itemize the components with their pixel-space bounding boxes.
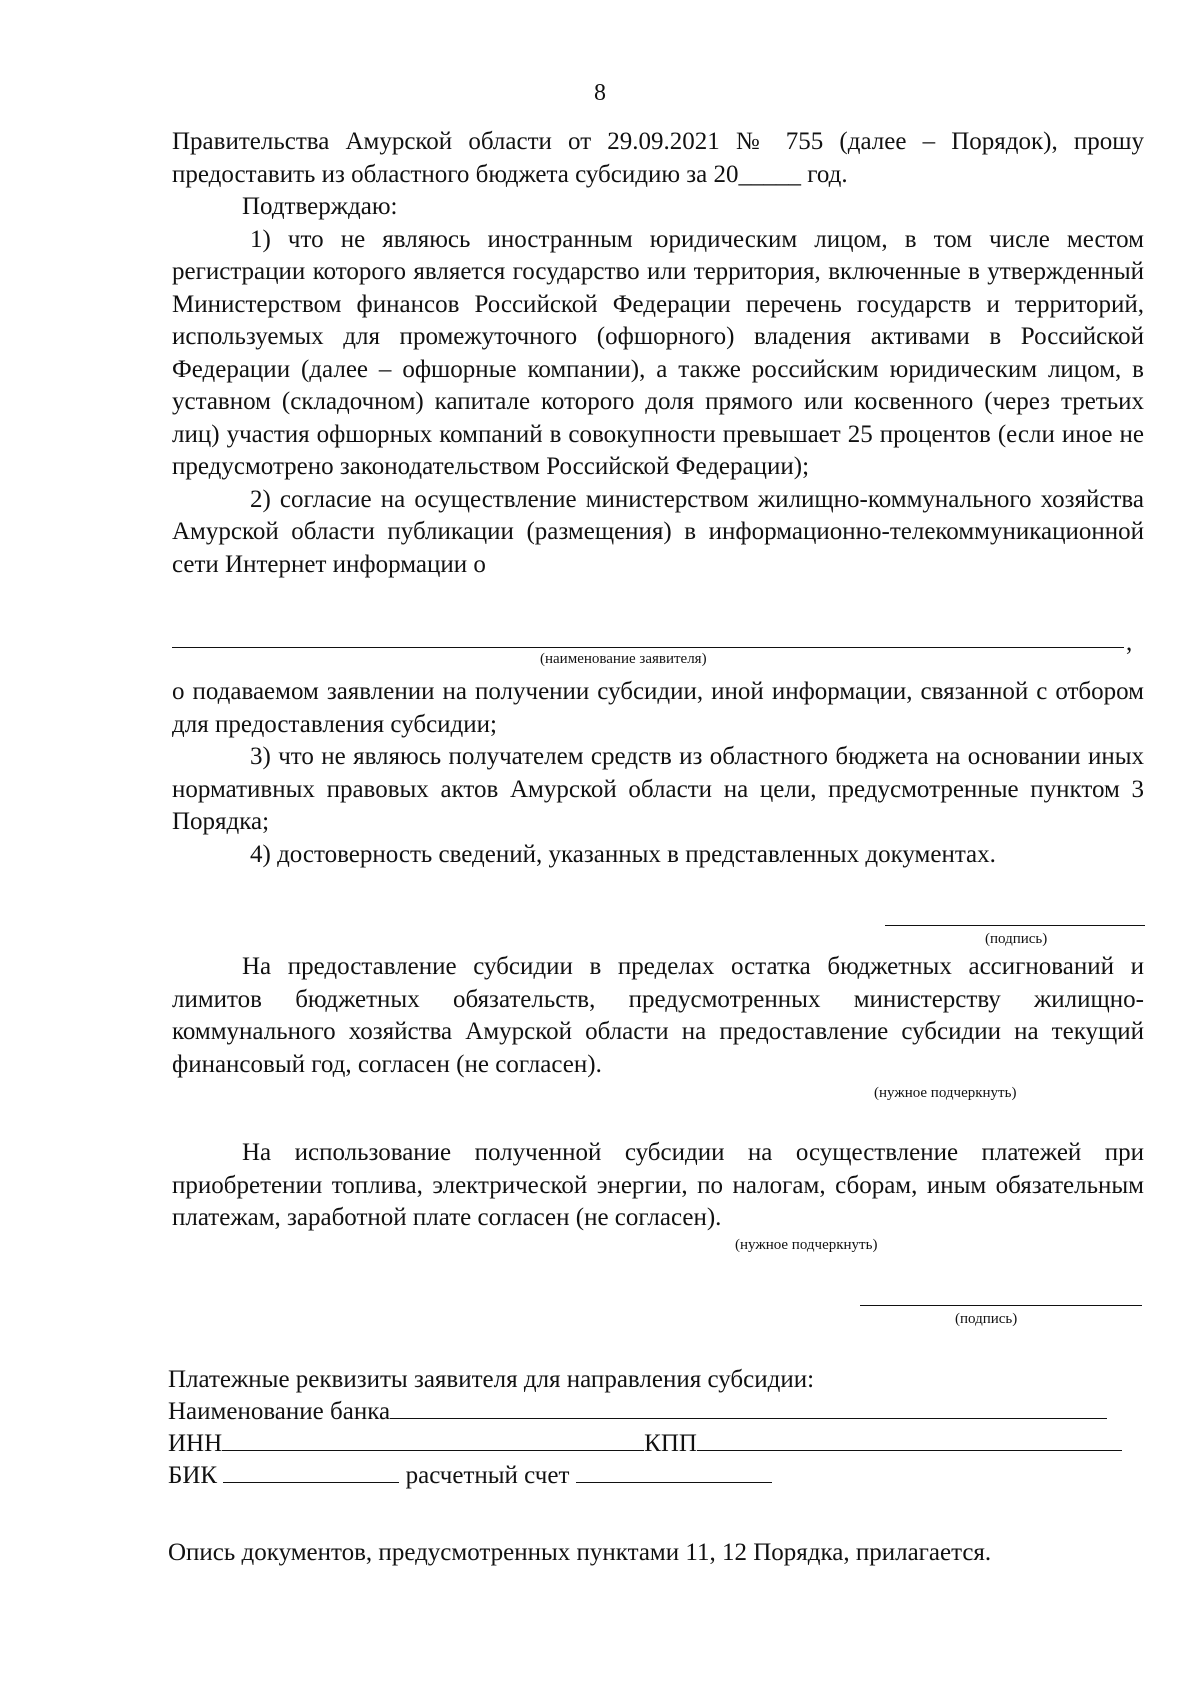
intro-paragraph: Правительства Амурской области от 29.09.2021 № 755 (далее – Порядок), прошу предоставить из областного бюджета субсидию за 20_____ год. [172,128,1144,188]
item-4: 4) достоверность сведений, указанных в представленных документах. [250,840,996,868]
item-2-part-b: о подаваемом заявлении на получении субсидии, иной информации, связанной с отбором для предоставления субсидии; [172,678,1144,738]
confirm-heading: Подтверждаю: [242,193,398,220]
signature-line-1 [885,925,1145,926]
account-label: расчетный счет [405,1462,570,1489]
payment-heading: Платежные реквизиты заявителя для направления субсидии: [168,1366,815,1393]
underline-note-1: (нужное подчеркнуть) [874,1085,1017,1101]
bank-row [168,1396,1107,1428]
kpp-label: КПП [644,1430,697,1457]
attachments-note: Опись документов, предусмотренных пунктами 11, 12 Порядка, прилагается. [168,1539,992,1566]
consent-1-block [172,951,1144,1081]
inn-label: ИНН [168,1430,223,1457]
consent-2-block [172,1137,1144,1235]
bik-label: БИК [168,1462,218,1489]
inn-kpp-row [168,1428,1122,1460]
item-1: 1) что не являюсь иностранным юридическим лицом, в том числе местом регистрации которого является государство или территория, включенные в утвержденный Министерством финансов Российской Федерации перечень государств и территорий, используемых для промежуточного (офшорного) владения активами в Российской Федерации (далее – офшорные компании), а также российским юридическим лицом, в уставном (складочном) капитале которого доля прямого или косвенного (через третьих лиц) участия офшорных компаний в совокупности превышает 25 процентов (если иное не предусмотрено законодательством Российской Федерации); [172,225,1144,480]
underline-note-2: (нужное подчеркнуть) [735,1237,878,1253]
bank-label: Наименование банка [168,1398,391,1425]
consent-2: На использование полученной субсидии на осуществление платежей при приобретении топлива, электрической энергии, по налогам, сборам, иным обязательным платежам, заработной плате согласен (не согласен). [172,1139,1144,1231]
bik-field[interactable] [223,1460,399,1483]
account-field[interactable] [576,1460,772,1483]
page-number: 8 [594,80,606,106]
item-2-part-a: 2) согласие на осуществление министерством жилищно-коммунального хозяйства Амурской области публикации (размещения) в информационно-телекоммуникационной сети Интернет информации о [172,485,1144,578]
consent-1: На предоставление субсидии в пределах остатка бюджетных ассигнований и лимитов бюджетных обязательств, предусмотренных министерству жилищно-коммунального хозяйства Амурской области на предоставление субсидии на текущий финансовый год, согласен (не согласен). [172,953,1144,1078]
applicant-name-line [172,647,1124,648]
applicant-comma: , [1126,629,1133,656]
items-block [172,676,1144,871]
kpp-field[interactable] [697,1428,1122,1451]
applicant-caption: (наименование заявителя) [540,651,707,667]
signature-caption-2: (подпись) [955,1311,1018,1327]
item-3: 3) что не являюсь получателем средств из областного бюджета на основании иных нормативных правовых актов Амурской области на цели, предусмотренные пунктом 3 Порядка; [172,743,1144,835]
intro-block [172,126,1144,581]
bank-field[interactable] [390,1396,1107,1419]
signature-caption-1: (подпись) [985,931,1048,947]
signature-line-2 [860,1305,1142,1306]
bik-account-row [168,1460,772,1492]
inn-field[interactable] [222,1428,644,1451]
